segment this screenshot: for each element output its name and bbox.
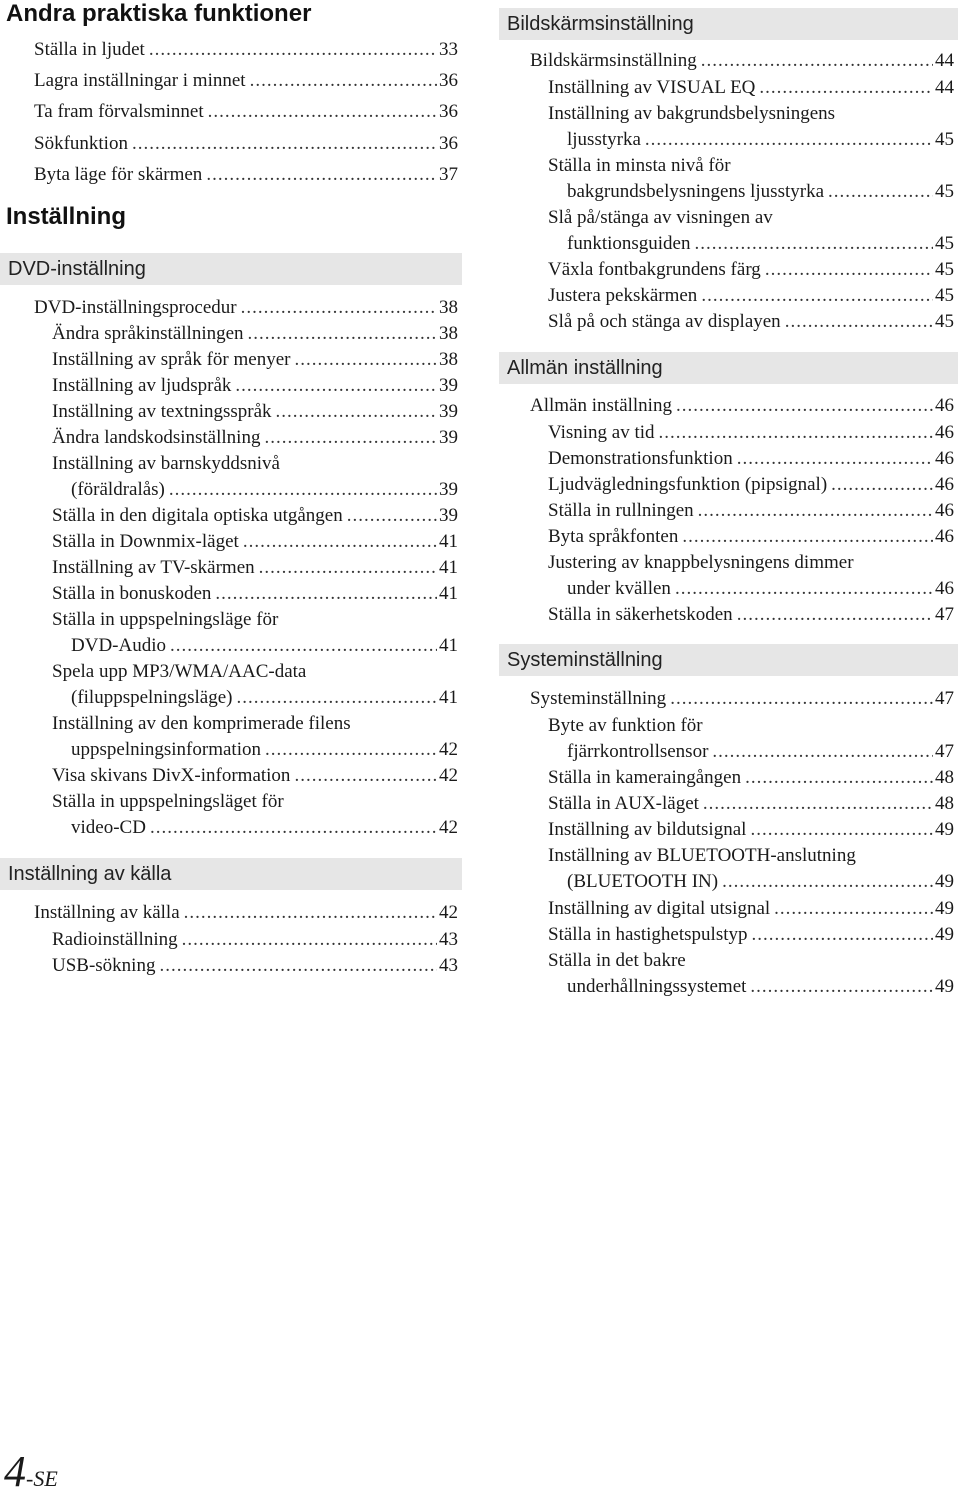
- toc-entry-title: Ta fram förvalsminnet: [34, 101, 204, 122]
- toc-entry-title: ljusstyrka: [567, 129, 641, 150]
- toc-entry-title: uppspelningsinformation: [71, 739, 261, 760]
- toc-entry[interactable]: [34, 900, 458, 926]
- toc-entry-page: 42: [439, 817, 458, 838]
- toc-entry-page: 47: [935, 688, 954, 709]
- toc-entry-first-line: Ställa in uppspelningsläget för: [52, 791, 284, 812]
- toc-entry[interactable]: [52, 425, 458, 451]
- section-bar-dvd: DVD-inställning: [0, 253, 462, 285]
- toc-entry[interactable]: [52, 927, 458, 953]
- toc-entry-title: funktionsguiden: [567, 233, 691, 254]
- toc-entry[interactable]: [548, 283, 954, 309]
- toc-entry-title: Ställa in kameraingången: [548, 767, 742, 788]
- toc-entry-first-line: Slå på/stänga av visningen av: [548, 207, 773, 228]
- toc-entry-page: 48: [935, 793, 954, 814]
- toc-entry[interactable]: [52, 399, 458, 425]
- toc-entry-page: 46: [935, 578, 954, 599]
- toc-entry-title: Inställning av VISUAL EQ: [548, 77, 756, 98]
- toc-entry-page: 45: [935, 259, 954, 280]
- toc-entry-page: 46: [935, 448, 954, 469]
- toc-entry[interactable]: [548, 446, 954, 472]
- toc-entry[interactable]: [548, 791, 954, 817]
- toc-entry-first-line: Justering av knappbelysningens dimmer: [548, 552, 854, 573]
- toc-entry-first-line: Ställa in minsta nivå för: [548, 155, 731, 176]
- toc-entry-page: 45: [935, 181, 954, 202]
- toc-entry-title: Lagra inställningar i minnet: [34, 70, 246, 91]
- toc-entry-title: underhållningssystemet: [567, 976, 747, 997]
- toc-entry-title: Inställning av bildutsignal: [548, 819, 747, 840]
- toc-entry-title: (BLUETOOTH IN): [567, 871, 719, 892]
- toc-entry[interactable]: [34, 68, 458, 94]
- toc-entry-title: USB-sökning: [52, 955, 156, 976]
- toc-entry[interactable]: [52, 347, 458, 373]
- toc-entry[interactable]: [52, 581, 458, 607]
- toc-entry-title: Växla fontbakgrundens färg: [548, 259, 761, 280]
- section-bar-screen: Bildskärmsinställning: [499, 8, 958, 40]
- toc-entry-page: 49: [935, 976, 954, 997]
- toc-entry-page: 43: [439, 955, 458, 976]
- toc-entry[interactable]: [34, 37, 458, 63]
- toc-entry-title: (föräldralås): [71, 479, 165, 500]
- toc-entry-page: 45: [935, 311, 954, 332]
- toc-entry-page: 36: [439, 70, 458, 91]
- page-number: [4, 1448, 58, 1503]
- toc-entry-title: Ställa in bonuskoden: [52, 583, 212, 604]
- toc-entry-title: fjärrkontrollsensor: [567, 741, 709, 762]
- toc-entry[interactable]: [548, 817, 954, 843]
- section-bar-system: Systeminställning: [499, 644, 958, 676]
- toc-entry-page: 46: [935, 395, 954, 416]
- toc-entry[interactable]: [548, 498, 954, 524]
- toc-entry-page: 45: [935, 233, 954, 254]
- toc-entry[interactable]: [52, 503, 458, 529]
- toc-entry[interactable]: [71, 737, 458, 763]
- toc-entry-page: 41: [439, 635, 458, 656]
- toc-entry-title: Inställning av TV-skärmen: [52, 557, 255, 578]
- toc-entry[interactable]: [548, 309, 954, 335]
- toc-entry-page: 36: [439, 101, 458, 122]
- toc-entry-title: Radioinställning: [52, 929, 178, 950]
- toc-entry[interactable]: [34, 295, 458, 321]
- toc-entry[interactable]: [567, 869, 954, 895]
- section-bar-general: Allmän inställning: [499, 352, 958, 384]
- toc-entry-page: 37: [439, 164, 458, 185]
- toc-entry-page: 46: [935, 500, 954, 521]
- toc-entry-page: 38: [439, 297, 458, 318]
- toc-entry-title: Demonstrationsfunktion: [548, 448, 733, 469]
- toc-entry[interactable]: [71, 477, 458, 503]
- toc-entry[interactable]: [71, 633, 458, 659]
- toc-entry[interactable]: [548, 922, 954, 948]
- toc-entry[interactable]: [34, 162, 458, 188]
- toc-entry[interactable]: [52, 529, 458, 555]
- toc-entry-title: Ställa in säkerhetskoden: [548, 604, 733, 625]
- toc-entry[interactable]: [530, 48, 954, 74]
- toc-entry-first-line: Inställning av den komprimerade filens: [52, 713, 351, 734]
- toc-entry-title: Visning av tid: [548, 422, 655, 443]
- toc-entry-page: 41: [439, 583, 458, 604]
- toc-entry-title: Ställa in den digitala optiska utgången: [52, 505, 343, 526]
- toc-entry-page: 39: [439, 375, 458, 396]
- toc-entry[interactable]: [52, 763, 458, 789]
- toc-entry-title: Ställa in ljudet: [34, 39, 145, 60]
- toc-entry[interactable]: [71, 685, 458, 711]
- toc-entry-title: Justera pekskärmen: [548, 285, 698, 306]
- toc-entry-page: 49: [935, 924, 954, 945]
- toc-entry-title: Sökfunktion: [34, 133, 128, 154]
- toc-entry[interactable]: [567, 739, 954, 765]
- toc-entry-page: 41: [439, 687, 458, 708]
- toc-entry-page: 41: [439, 557, 458, 578]
- heading-settings: Inställning: [6, 203, 126, 230]
- toc-entry-page: 39: [439, 479, 458, 500]
- toc-entry-page: 45: [935, 285, 954, 306]
- toc-entry-title: under kvällen: [567, 578, 671, 599]
- toc-entry-page: 44: [935, 77, 954, 98]
- toc-entry-first-line: Spela upp MP3/WMA/AAC-data: [52, 661, 307, 682]
- toc-entry-title: Inställning av språk för menyer: [52, 349, 291, 370]
- toc-entry-title: Ändra landskodsinställning: [52, 427, 261, 448]
- toc-entry-title: Inställning av ljudspråk: [52, 375, 232, 396]
- toc-entry-title: Ändra språkinställningen: [52, 323, 244, 344]
- toc-entry-title: Byta språkfonten: [548, 526, 679, 547]
- toc-entry-page: 43: [439, 929, 458, 950]
- toc-entry-title: Visa skivans DivX-information: [52, 765, 291, 786]
- toc-entry-page: 49: [935, 871, 954, 892]
- toc-entry-title: Slå på och stänga av displayen: [548, 311, 781, 332]
- toc-entry-page: 36: [439, 133, 458, 154]
- toc-entry[interactable]: [567, 576, 954, 602]
- toc-entry-page: 46: [935, 526, 954, 547]
- toc-entry[interactable]: [567, 974, 954, 1000]
- toc-entry-title: Ställa in hastighetspulstyp: [548, 924, 748, 945]
- toc-entry[interactable]: [548, 75, 954, 101]
- toc-entry-title: Inställning av digital utsignal: [548, 898, 771, 919]
- toc-entry[interactable]: [548, 524, 954, 550]
- toc-entry[interactable]: [548, 896, 954, 922]
- toc-entry-page: 39: [439, 427, 458, 448]
- toc-entry[interactable]: [567, 127, 954, 153]
- toc-entry-page: 39: [439, 505, 458, 526]
- toc-entry-title: Systeminställning: [530, 688, 667, 709]
- toc-entry-title: (filuppspelningsläge): [71, 687, 233, 708]
- toc-entry-page: 39: [439, 401, 458, 422]
- toc-entry-title: DVD-inställningsprocedur: [34, 297, 237, 318]
- toc-entry-title: DVD-Audio: [71, 635, 166, 656]
- toc-entry-title: bakgrundsbelysningens ljusstyrka: [567, 181, 825, 202]
- toc-entry-first-line: Byte av funktion för: [548, 715, 703, 736]
- toc-entry[interactable]: [548, 602, 954, 628]
- toc-entry-first-line: Ställa in uppspelningsläge för: [52, 609, 279, 630]
- toc-entry-title: Inställning av källa: [34, 902, 180, 923]
- toc-entry-page: 48: [935, 767, 954, 788]
- toc-entry-title: Bildskärmsinställning: [530, 50, 697, 71]
- section-bar-source: Inställning av källa: [0, 858, 462, 890]
- toc-entry[interactable]: [567, 179, 954, 205]
- toc-entry[interactable]: [548, 420, 954, 446]
- toc-entry-page: 33: [439, 39, 458, 60]
- toc-entry-first-line: Inställning av bakgrundsbelysningens: [548, 103, 836, 124]
- toc-entry-page: 47: [935, 741, 954, 762]
- page-number-suffix: -SE: [26, 1466, 58, 1491]
- toc-entry-page: 42: [439, 902, 458, 923]
- toc-entry[interactable]: [34, 131, 458, 157]
- toc-entry-title: Byta läge för skärmen: [34, 164, 203, 185]
- page-number-value: 4: [4, 1447, 26, 1496]
- toc-entry[interactable]: [52, 555, 458, 581]
- toc-entry[interactable]: [548, 472, 954, 498]
- toc-entry-title: Allmän inställning: [530, 395, 672, 416]
- toc-entry-title: Ställa in AUX-läget: [548, 793, 699, 814]
- toc-entry[interactable]: [71, 815, 458, 841]
- toc-entry-title: Ljudvägledningsfunktion (pipsignal): [548, 474, 828, 495]
- toc-entry-first-line: Inställning av BLUETOOTH-anslutning: [548, 845, 856, 866]
- toc-entry[interactable]: [34, 99, 458, 125]
- toc-entry-page: 42: [439, 739, 458, 760]
- toc-entry[interactable]: [530, 686, 954, 712]
- toc-entry-page: 42: [439, 765, 458, 786]
- toc-entry[interactable]: [548, 257, 954, 283]
- toc-entry-page: 49: [935, 819, 954, 840]
- toc-entry-page: 44: [935, 50, 954, 71]
- toc-entry[interactable]: [52, 953, 458, 979]
- toc-entry-page: 46: [935, 422, 954, 443]
- toc-entry-first-line: Ställa in det bakre: [548, 950, 686, 971]
- toc-entry-page: 38: [439, 323, 458, 344]
- toc-entry-page: 47: [935, 604, 954, 625]
- toc-entry-first-line: Inställning av barnskyddsnivå: [52, 453, 280, 474]
- toc-entry-page: 46: [935, 474, 954, 495]
- toc-entry-title: Inställning av textningsspråk: [52, 401, 272, 422]
- toc-entry[interactable]: [548, 765, 954, 791]
- toc-entry-page: 38: [439, 349, 458, 370]
- toc-entry-page: 49: [935, 898, 954, 919]
- toc-entry[interactable]: [567, 231, 954, 257]
- toc-entry[interactable]: [52, 321, 458, 347]
- toc-entry-page: 45: [935, 129, 954, 150]
- toc-entry-title: video-CD: [71, 817, 146, 838]
- heading-other-functions: Andra praktiska funktioner: [6, 0, 312, 27]
- toc-entry[interactable]: [52, 373, 458, 399]
- toc-entry-title: Ställa in Downmix-läget: [52, 531, 239, 552]
- toc-entry-page: 41: [439, 531, 458, 552]
- toc-entry[interactable]: [530, 393, 954, 419]
- toc-entry-title: Ställa in rullningen: [548, 500, 694, 521]
